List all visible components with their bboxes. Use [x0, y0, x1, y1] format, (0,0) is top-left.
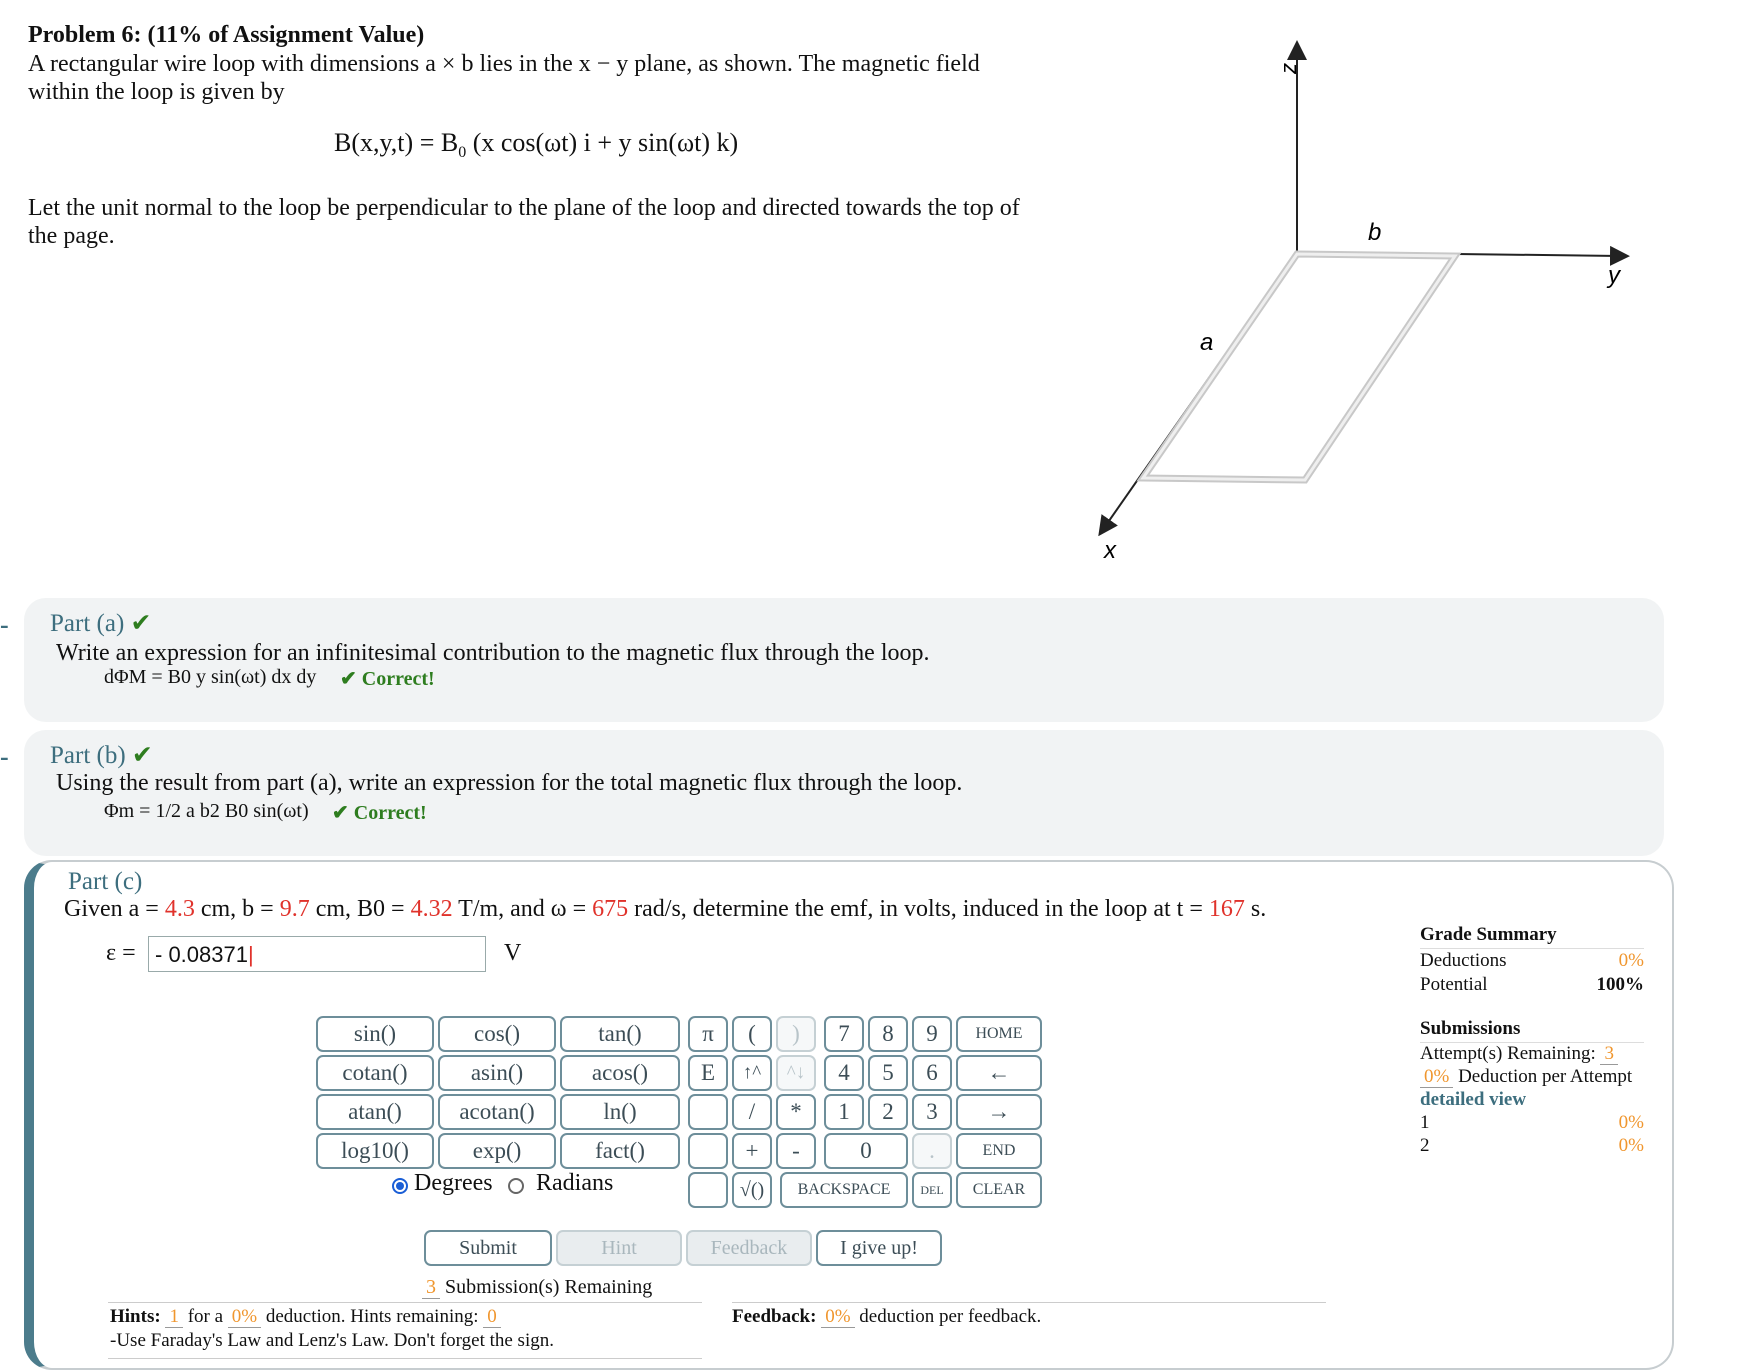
feedback-button[interactable]: Feedback: [686, 1230, 812, 1266]
deduction-per-attempt-pct: 0%: [1420, 1066, 1453, 1088]
feedback-label: Feedback:: [732, 1306, 817, 1327]
key-3[interactable]: 3: [912, 1094, 952, 1130]
part-b-header[interactable]: [50, 740, 153, 770]
grade-summary-title: Grade Summary: [1420, 924, 1557, 945]
key-fact[interactable]: fact(): [560, 1133, 680, 1169]
hints-remaining: 0: [483, 1306, 501, 1328]
hint-button[interactable]: Hint: [556, 1230, 682, 1266]
q-end: s.: [1250, 896, 1267, 922]
key-2[interactable]: 2: [868, 1094, 908, 1130]
detailed-view-link[interactable]: detailed view: [1420, 1089, 1527, 1110]
q-tail: rad/s, determine the emf, in volts, induced in the loop at t =: [634, 896, 1203, 922]
degrees-label: Degrees: [414, 1170, 493, 1196]
feedback-divider: [732, 1302, 1326, 1303]
key-del[interactable]: DEL: [912, 1172, 952, 1208]
value-t: 167: [1208, 896, 1245, 922]
problem-title: Problem 6: (11% of Assignment Value): [28, 22, 425, 48]
part-a-label: Part (a): [50, 610, 125, 637]
key-1[interactable]: 1: [824, 1094, 864, 1130]
key-right-arrow[interactable]: →: [956, 1094, 1042, 1130]
label-y: y: [1608, 262, 1620, 289]
grade-summary-divider: [1420, 948, 1644, 949]
emf-input-value: - 0.08371: [155, 942, 248, 967]
equation-lhs: B(x,y,t) = B: [334, 128, 459, 157]
potential-value: 100%: [1596, 974, 1644, 995]
text-caret: |: [247, 942, 254, 967]
submissions-remaining-text: Submission(s) Remaining: [445, 1276, 653, 1298]
hints-count: 1: [165, 1306, 183, 1328]
attempt-row-1-number: 1: [1420, 1112, 1430, 1133]
part-b-label: Part (b): [50, 742, 126, 769]
key-superscript-up[interactable]: ↑^: [732, 1055, 772, 1091]
key-blank-2[interactable]: [688, 1133, 728, 1169]
part-a-status: ✔ Correct!: [340, 668, 435, 690]
value-b: 9.7: [279, 896, 310, 922]
key-clear[interactable]: CLEAR: [956, 1172, 1042, 1208]
key-exp[interactable]: exp(): [438, 1133, 556, 1169]
value-omega: 675: [592, 896, 629, 922]
part-b-status: ✔ Correct!: [332, 802, 427, 824]
part-b-check-icon: ✔: [131, 742, 153, 769]
key-plus[interactable]: +: [732, 1133, 772, 1169]
deduction-per-attempt: [1420, 1066, 1632, 1088]
emf-input[interactable]: [148, 936, 486, 972]
key-ln[interactable]: ln(): [560, 1094, 680, 1130]
attempt-row-2-value: 0%: [1618, 1135, 1644, 1156]
submissions-title: Submissions: [1420, 1018, 1521, 1039]
radians-label: Radians: [536, 1170, 614, 1196]
wire-loop-highlight: [1143, 254, 1455, 480]
key-backspace[interactable]: BACKSPACE: [780, 1172, 908, 1208]
hints-bottom-divider: [108, 1358, 702, 1359]
submissions-remaining-count: 3: [422, 1276, 440, 1299]
deductions-value: 0%: [1618, 950, 1644, 971]
deductions-label: Deductions: [1420, 950, 1507, 971]
submissions-remaining: [422, 1276, 652, 1299]
key-sin[interactable]: sin(): [316, 1016, 434, 1052]
key-blank-3[interactable]: [688, 1172, 728, 1208]
feedback-line: [732, 1306, 1041, 1328]
key-0[interactable]: 0: [824, 1133, 908, 1169]
hints-divider: [108, 1302, 702, 1303]
key-E[interactable]: E: [688, 1055, 728, 1091]
feedback-text: deduction per feedback.: [859, 1306, 1042, 1327]
part-b-collapse[interactable]: -: [0, 742, 9, 771]
key-blank-1[interactable]: [688, 1094, 728, 1130]
label-x: x: [1104, 537, 1116, 564]
q-given: Given a =: [64, 896, 159, 922]
field-equation: [334, 128, 738, 162]
part-a-check-icon: ✔: [130, 610, 152, 637]
attempts-value: 3: [1600, 1043, 1618, 1065]
value-B0: 4.32: [410, 896, 453, 922]
key-asin[interactable]: asin(): [438, 1055, 556, 1091]
q-b: cm, b =: [200, 896, 274, 922]
key-divide[interactable]: /: [732, 1094, 772, 1130]
part-b-answer: Φm = 1/2 a b2 B0 sin(ωt): [104, 800, 309, 822]
radians-radio[interactable]: [508, 1178, 524, 1194]
emf-unit: V: [504, 940, 522, 966]
emf-label: ε =: [106, 940, 136, 966]
hints-deduction: deduction. Hints remaining:: [265, 1306, 479, 1327]
key-5[interactable]: 5: [868, 1055, 908, 1091]
key-end[interactable]: END: [956, 1133, 1042, 1169]
key-rparen[interactable]: ): [776, 1016, 816, 1052]
feedback-pct: 0%: [821, 1306, 854, 1328]
equation-subscript: 0: [458, 144, 467, 162]
hints-label: Hints:: [110, 1306, 161, 1327]
potential-label: Potential: [1420, 974, 1488, 995]
part-c-label: Part (c): [68, 868, 143, 895]
key-home[interactable]: HOME: [956, 1016, 1042, 1052]
q-omega: T/m, and ω =: [458, 896, 587, 922]
key-tan[interactable]: tan(): [560, 1016, 680, 1052]
hints-pct: 0%: [228, 1306, 261, 1328]
submit-button[interactable]: Submit: [424, 1230, 552, 1266]
hint-text: -Use Faraday's Law and Lenz's Law. Don't forget the sign.: [110, 1330, 554, 1351]
key-left-arrow[interactable]: ←: [956, 1055, 1042, 1091]
part-c-question: [64, 896, 1266, 923]
key-log10[interactable]: log10(): [316, 1133, 434, 1169]
key-pi[interactable]: π: [688, 1016, 728, 1052]
key-multiply[interactable]: *: [776, 1094, 816, 1130]
key-acotan[interactable]: acotan(): [438, 1094, 556, 1130]
problem-intro: A rectangular wire loop with dimensions a × b lies in the x − y plane, as shown. The magnetic field within the loop is given by: [28, 51, 980, 105]
hints-line: [110, 1306, 501, 1328]
label-z: z: [1276, 63, 1301, 74]
key-sqrt[interactable]: √(): [732, 1172, 772, 1208]
part-b-question: Using the result from part (a), write an expression for the total magnetic flux through the loop.: [56, 770, 963, 796]
key-9[interactable]: 9: [912, 1016, 952, 1052]
attempts-remaining: [1420, 1043, 1618, 1065]
key-atan[interactable]: atan(): [316, 1094, 434, 1130]
key-cos[interactable]: cos(): [438, 1016, 556, 1052]
key-6[interactable]: 6: [912, 1055, 952, 1091]
label-a: a: [1200, 329, 1214, 356]
key-lparen[interactable]: (: [732, 1016, 772, 1052]
equation-rhs: (x cos(ωt) i + y sin(ωt) k): [472, 128, 739, 157]
loop-diagram: [1080, 40, 1640, 580]
part-a-header[interactable]: [50, 608, 151, 638]
hints-for-a: for a: [187, 1306, 224, 1327]
wire-loop: [1143, 254, 1455, 480]
part-a-answer: dΦM = B0 y sin(ωt) dx dy: [104, 666, 317, 688]
unit-normal-text: Let the unit normal to the loop be perpendicular to the plane of the loop and directed towards the top of the page.: [28, 195, 1020, 249]
key-4[interactable]: 4: [824, 1055, 864, 1091]
label-b: b: [1368, 219, 1382, 246]
key-8[interactable]: 8: [868, 1016, 908, 1052]
deduction-per-attempt-text: Deduction per Attempt: [1458, 1066, 1633, 1087]
key-superscript-down[interactable]: ^↓: [776, 1055, 816, 1091]
attempt-row-1-value: 0%: [1618, 1112, 1644, 1133]
key-minus[interactable]: -: [776, 1133, 816, 1169]
part-a-collapse[interactable]: -: [0, 610, 9, 639]
key-cotan[interactable]: cotan(): [316, 1055, 434, 1091]
q-B0: cm, B0 =: [315, 896, 405, 922]
attempt-row-2-number: 2: [1420, 1135, 1430, 1156]
key-acos[interactable]: acos(): [560, 1055, 680, 1091]
key-decimal[interactable]: .: [912, 1133, 952, 1169]
degrees-radio[interactable]: [392, 1178, 408, 1194]
give-up-button[interactable]: I give up!: [816, 1230, 942, 1266]
part-a-question: Write an expression for an infinitesimal contribution to the magnetic flux through the loop.: [56, 640, 930, 666]
value-a: 4.3: [164, 896, 195, 922]
key-7[interactable]: 7: [824, 1016, 864, 1052]
attempts-label: Attempt(s) Remaining:: [1420, 1043, 1596, 1064]
